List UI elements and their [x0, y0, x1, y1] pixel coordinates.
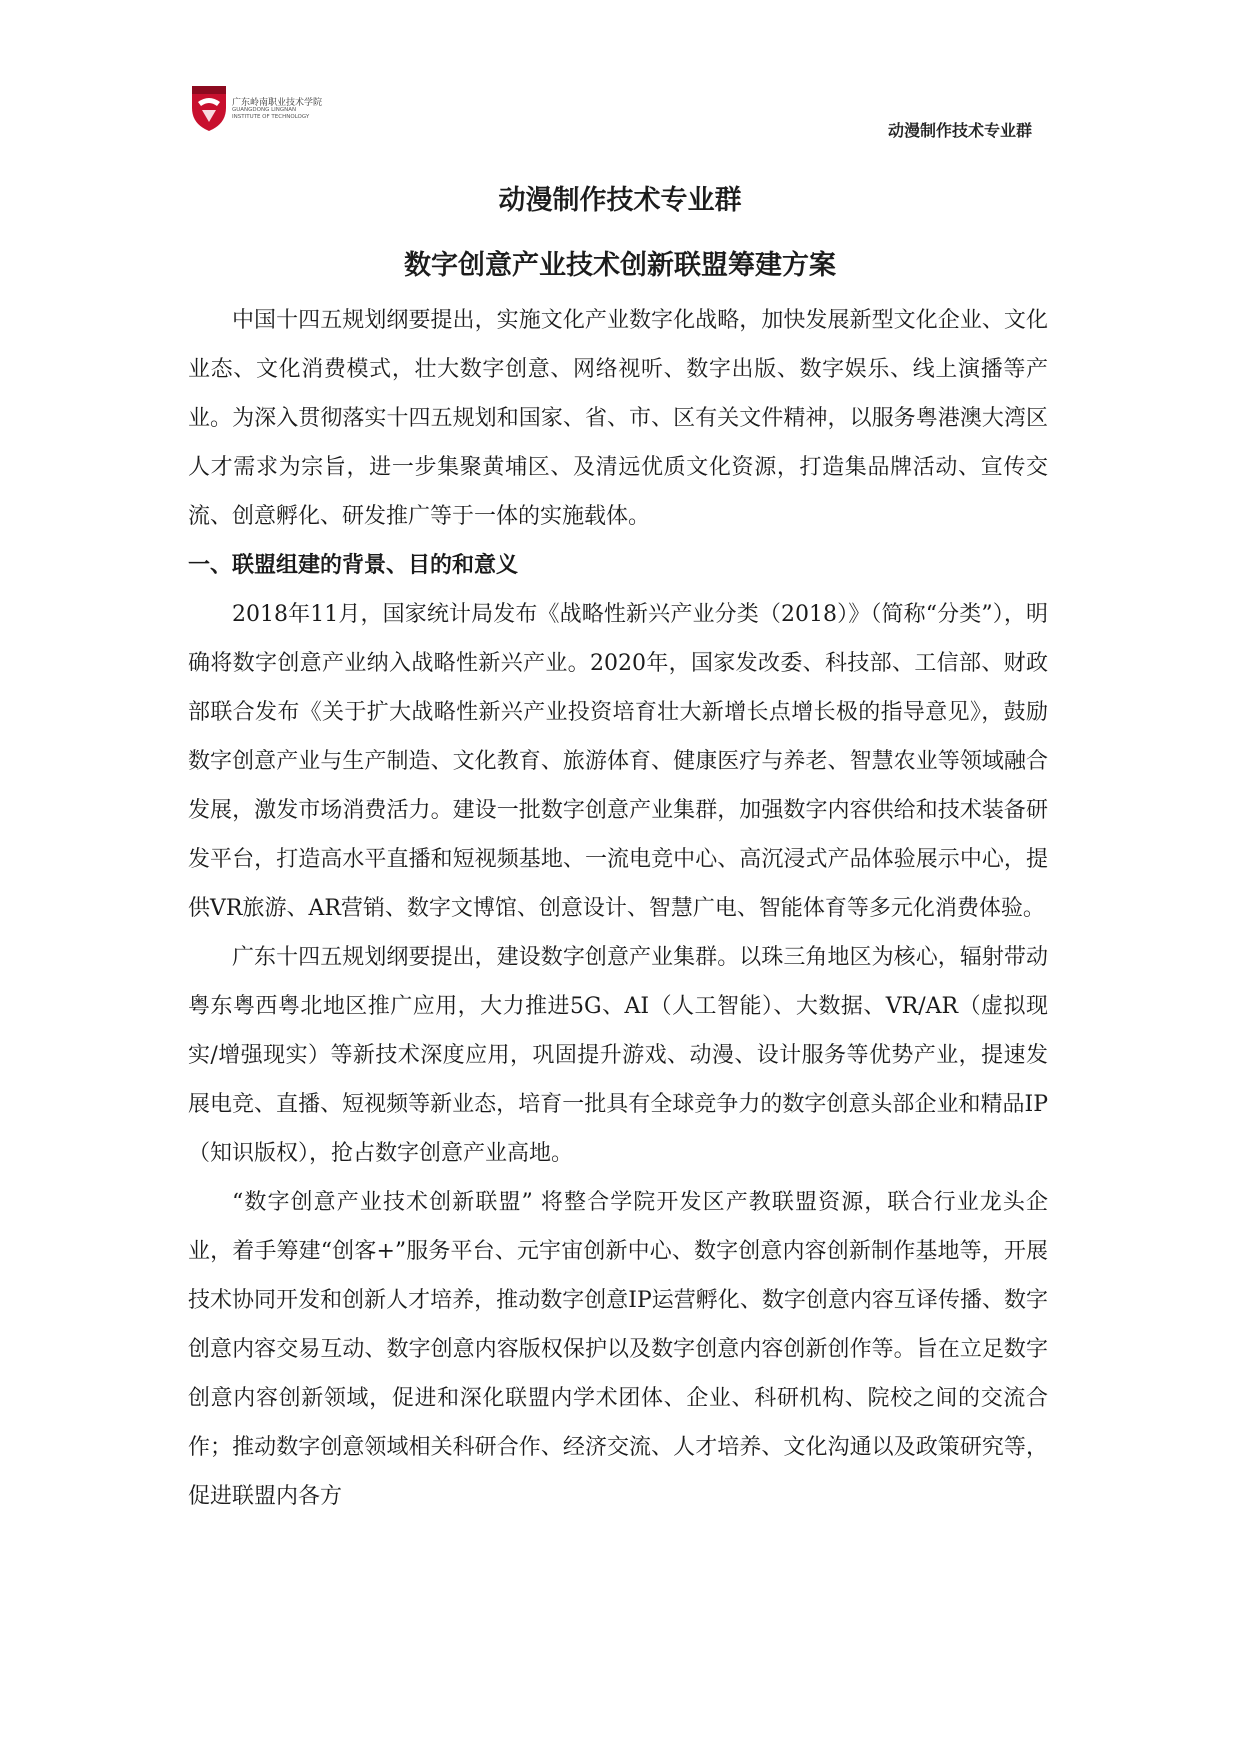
body-paragraph: 广东十四五规划纲要提出，建设数字创意产业集群。以珠三角地区为核心，辐射带动粤东粤西粤北地区推广应用，大力推进5G、AI（人工智能）、大数据、VR/AR（虚拟现实/增强现实）等新技术深度应用，巩固提升游戏、动漫、设计服务等优势产业，提速发展电竞、直播、短视频等新业态，培育一批具有全球竞争力的数字创意头部企业和精品IP（知识版权），抢占数字创意产业高地。	[188, 945, 1048, 1166]
college-name-en-line1: GUANGDONG LINGNAN	[232, 107, 297, 113]
college-logo	[190, 82, 350, 142]
body-paragraph: “数字创意产业技术创新联盟” 将整合学院开发区产教联盟资源，联合行业龙头企业，着手筹建“创客+”服务平台、元宇宙创新中心、数字创意内容创新制作基地等，开展技术协同开发和创新人才培养，推动数字创意IP运营孵化、数字创意内容互译传播、数字创意内容交易互动、数字创意内容版权保护以及数字创意内容创新创作等。旨在立足数字创意内容创新领域，促进和深化联盟内学术团体、企业、科研机构、院校之间的交流合作；推动数字创意领域相关科研合作、经济交流、人才培养、文化沟通以及政策研究等，促进联盟内各方	[188, 1190, 1048, 1509]
document-title-line1: 动漫制作技术专业群	[498, 185, 742, 216]
running-header: 动漫制作技术专业群	[887, 121, 1032, 140]
intro-paragraph: 中国十四五规划纲要提出，实施文化产业数字化战略，加快发展新型文化企业、文化业态、文化消费模式，壮大数字创意、网络视听、数字出版、数字娱乐、线上演播等产业。为深入贯彻落实十四五规划和国家、省、市、区有关文件精神，以服务粤港澳大湾区人才需求为宗旨，进一步集聚黄埔区、及清远优质文化资源，打造集品牌活动、宣传交流、创意孵化、研发推广等于一体的实施载体。	[188, 308, 1048, 529]
body-paragraph: 2018年11月，国家统计局发布《战略性新兴产业分类（2018）》（简称“分类”），明确将数字创意产业纳入战略性新兴产业。2020年，国家发改委、科技部、工信部、财政部联合发布《关于扩大战略性新兴产业投资培育壮大新增长点增长极的指导意见》，鼓励数字创意产业与生产制造、文化教育、旅游体育、健康医疗与养老、智慧农业等领域融合发展，激发市场消费活力。建设一批数字创意产业集群，加强数字内容供给和技术装备研发平台，打造高水平直播和短视频基地、一流电竞中心、高沉浸式产品体验展示中心，提供VR旅游、AR营销、数字文博馆、创意设计、智慧广电、智能体育等多元化消费体验。	[188, 602, 1048, 921]
document-title-line2: 数字创意产业技术创新联盟筹建方案	[404, 250, 836, 281]
college-name-cn: 广东岭南职业技术学院	[232, 98, 323, 108]
college-emblem-icon	[190, 82, 228, 132]
document-body	[188, 296, 1048, 1521]
college-name-en-line2: INSTITUTE OF TECHNOLOGY	[232, 114, 310, 120]
section-heading: 一、联盟组建的背景、目的和意义	[188, 553, 519, 578]
college-name-en	[232, 107, 309, 121]
